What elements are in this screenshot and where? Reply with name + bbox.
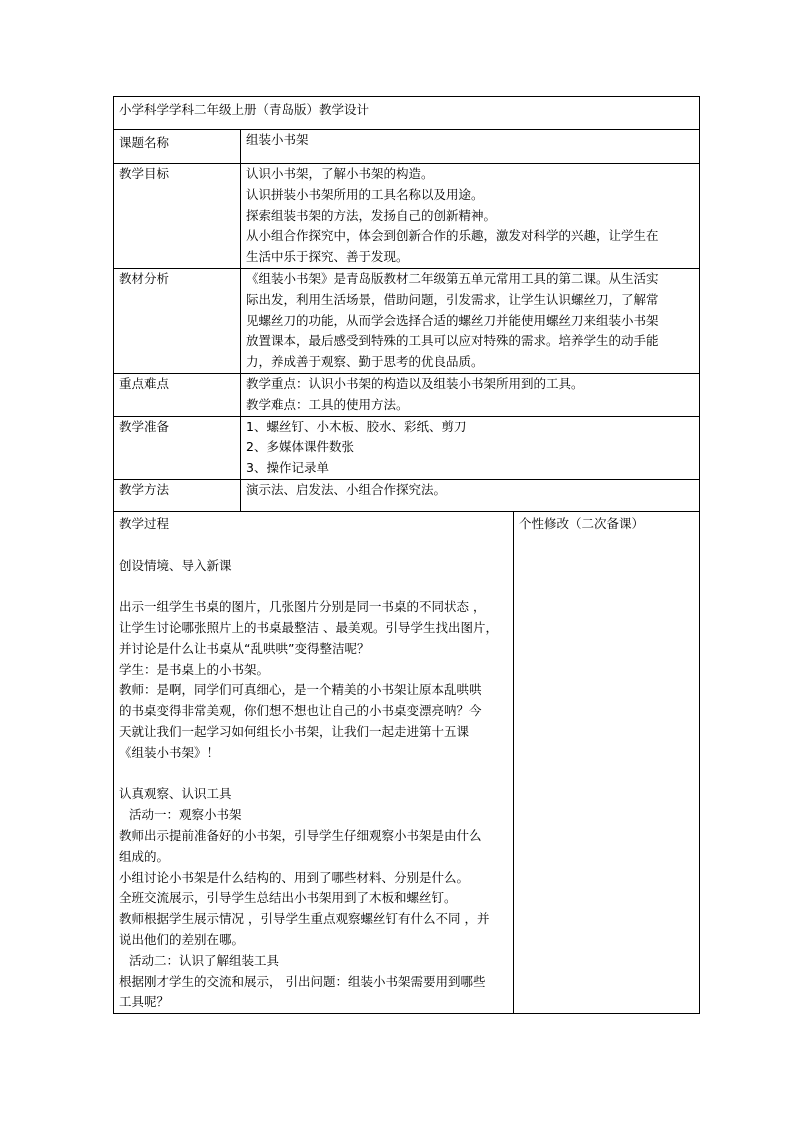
prep-label: 教学准备 (114, 416, 241, 479)
section-title: 认真观察、认识工具 (119, 786, 232, 802)
paragraph-line: 小组讨论小书架是什么结构的、用到了哪些材料、分别是什么。 (119, 869, 470, 885)
section-title: 创设情境、导入新课 (119, 557, 232, 573)
paragraph-line: 全班交流展示，引导学生总结出小书架用到了木板和螺丝钉。 (119, 890, 457, 906)
method-label: 教学方法 (114, 479, 241, 511)
revision-column (514, 511, 700, 1013)
paragraph-line: 教师根据学生展示情况 ，引导学生重点观察螺丝钉有什么不同 ，并 (119, 911, 490, 927)
lesson-plan-table (113, 96, 700, 1014)
method-value: 演示法、启发法、小组合作探究法。 (241, 479, 700, 511)
prep-line: 2、多媒体课件数张 (246, 439, 354, 455)
prep-line: 3、操作记录单 (246, 460, 329, 476)
process-heading: 教学过程 (119, 515, 170, 531)
revision-heading: 个性修改（二次备课） (519, 515, 645, 531)
focus-content (241, 374, 700, 417)
student-reply: 学生：是书桌上的小书架。 (119, 661, 270, 677)
paragraph-line: 工具呢？ (119, 994, 170, 1010)
focus-line: 教学难点：工具的使用方法。 (246, 396, 409, 412)
analysis-line: 力，养成善于观察、勤于思考的优良品质。 (246, 354, 484, 370)
paragraph-line: 的书桌变得非常美观，你们想不想也让自己的小书桌变漂亮呐？今 (119, 703, 482, 719)
paragraph-line: 天就让我们一起学习如何组长小书架，让我们一起走进第十五课 (119, 723, 470, 739)
paragraph-line: 出示一组学生书桌的图片，几张图片分别是同一书桌的不同状态 ， (119, 599, 486, 615)
topic-row (114, 130, 700, 164)
goals-line: 探索组装书架的方法，发扬自己的创新精神。 (246, 207, 497, 223)
analysis-label: 教材分析 (114, 269, 241, 374)
prep-row (114, 416, 700, 479)
analysis-row (114, 269, 700, 374)
analysis-line: 见螺丝刀的功能，从而学会选择合适的螺丝刀并能使用螺丝刀来组装小书架 (246, 312, 659, 328)
paragraph-line: 组成的。 (119, 848, 170, 864)
paragraph-line: 并讨论是什么让书桌从“乱哄哄”变得整洁呢？ (119, 640, 370, 656)
analysis-content (241, 269, 700, 374)
paragraph-line: 教师：是啊，同学们可真细心，是一个精美的小书架让原本乱哄哄 (119, 682, 482, 698)
focus-line: 教学重点：认识小书架的构造以及组装小书架所用到的工具。 (246, 376, 584, 391)
goals-line: 从小组合作探究中，体会到创新合作的乐趣，激发对科学的兴趣，让学生在 (246, 228, 659, 244)
goals-line: 认识拼装小书架所用的工具名称以及用途。 (246, 186, 484, 202)
paragraph-line: 根据刚才学生的交流和展示， 引出问题：组装小书架需要用到哪些 (119, 973, 486, 989)
goals-row (114, 164, 700, 269)
topic-label: 课题名称 (114, 130, 241, 164)
prep-line: 1、螺丝钉、小木板、胶水、彩纸、剪刀 (246, 418, 467, 434)
document-title: 小学科学学科二年级上册（青岛版）教学设计 (114, 97, 700, 130)
goals-line: 生活中乐于探究、善于发现。 (246, 249, 409, 265)
goals-line: 认识小书架，了解小书架的构造。 (246, 166, 434, 181)
paragraph-line: 《组装小书架》！ (119, 744, 220, 760)
prep-content (241, 416, 700, 479)
analysis-line: 《组装小书架》是青岛版教材二年级第五单元常用工具的第二课。从生活实 (246, 271, 659, 286)
activity-title: 活动二：认识了解组装工具 (129, 952, 280, 968)
analysis-line: 际出发，利用生活场景，借助问题，引发需求，让学生认识螺丝刀，了解常 (246, 291, 659, 307)
focus-row (114, 374, 700, 417)
focus-label: 重点难点 (114, 374, 241, 417)
process-row (114, 511, 700, 1013)
process-content (114, 511, 514, 1013)
paragraph-line: 教师出示提前准备好的小书架，引导学生仔细观察小书架是由什么 (119, 827, 482, 843)
title-row (114, 97, 700, 130)
paragraph-line: 说出他们的差别在哪。 (119, 931, 245, 947)
topic-value: 组装小书架 (241, 130, 700, 164)
paragraph-line: 让学生讨论哪张照片上的书桌最整洁 、最美观。引导学生找出图片， (119, 619, 498, 635)
goals-content (241, 164, 700, 269)
analysis-line: 放置课本，最后感受到特殊的工具可以应对特殊的需求。培养学生的动手能 (246, 333, 659, 349)
method-row (114, 479, 700, 511)
goals-label: 教学目标 (114, 164, 241, 269)
activity-title: 活动一：观察小书架 (129, 807, 242, 823)
